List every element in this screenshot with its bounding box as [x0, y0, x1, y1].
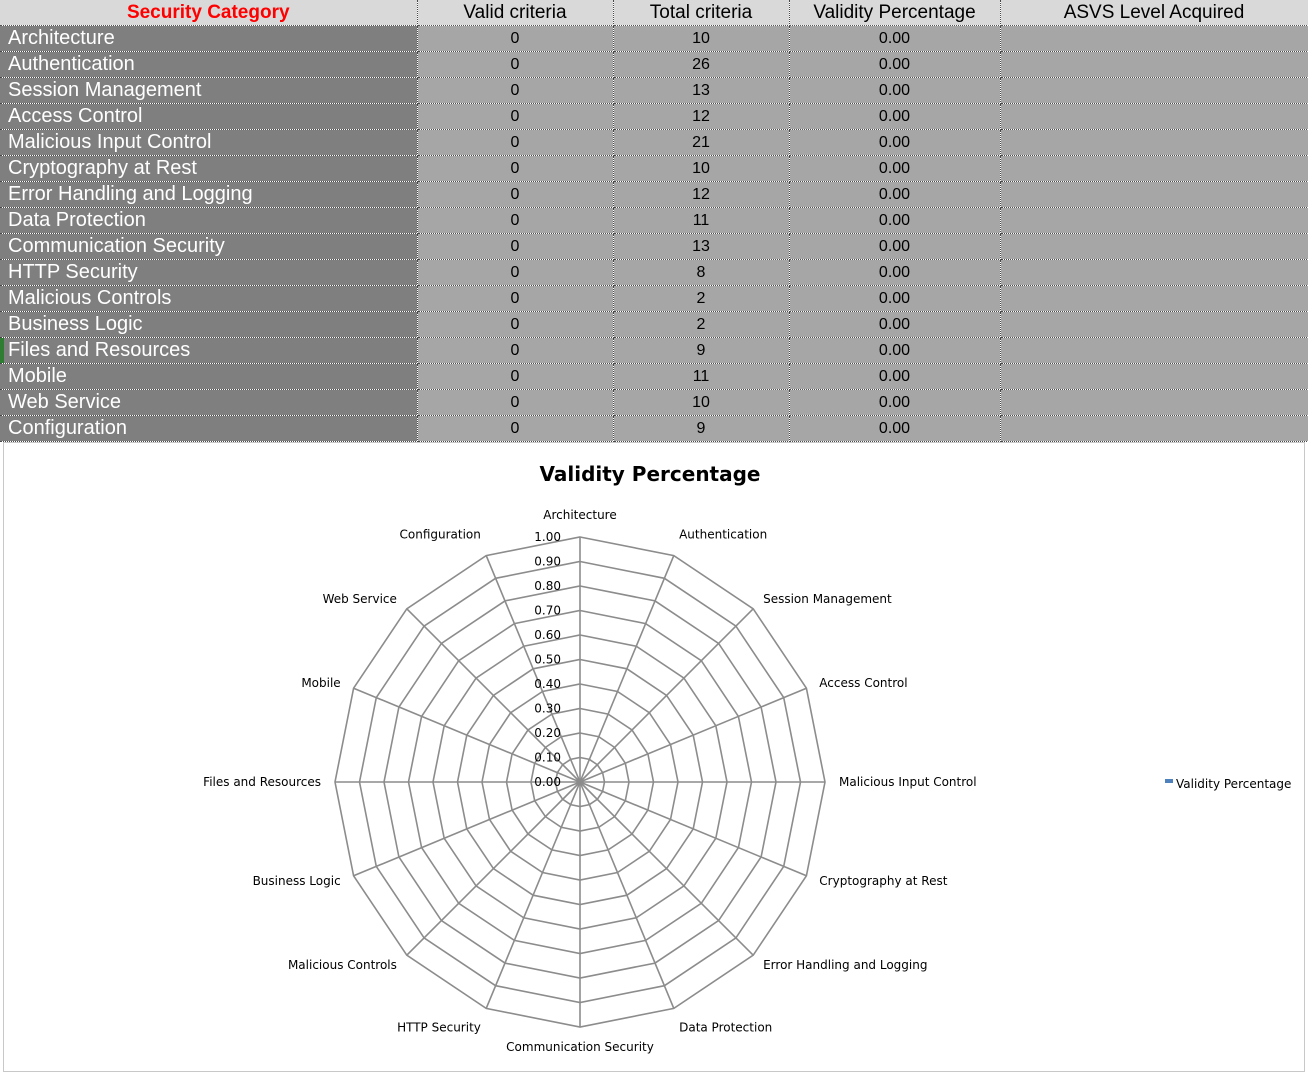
- category-cell[interactable]: Communication Security: [0, 234, 417, 260]
- asvs-level-cell[interactable]: [1000, 208, 1308, 234]
- valid-criteria-cell[interactable]: 0: [417, 156, 613, 182]
- legend-label[interactable]: Validity Percentage: [1176, 777, 1292, 791]
- axis-label: Cryptography at Rest: [819, 874, 948, 889]
- valid-criteria-cell[interactable]: 0: [417, 364, 613, 390]
- valid-criteria-cell[interactable]: 0: [417, 286, 613, 312]
- legend-swatch: [1165, 779, 1173, 783]
- total-criteria-cell[interactable]: 11: [613, 364, 789, 390]
- radial-tick-label: 0.70: [534, 603, 561, 618]
- asvs-level-cell[interactable]: [1000, 156, 1308, 182]
- validity-percentage-cell[interactable]: 0.00: [789, 52, 1000, 78]
- axis-label: Session Management: [763, 591, 892, 606]
- radial-tick-label: 0.30: [534, 701, 561, 716]
- asvs-level-cell[interactable]: [1000, 312, 1308, 338]
- asvs-level-cell[interactable]: [1000, 390, 1308, 416]
- category-cell[interactable]: Authentication: [0, 52, 417, 78]
- validity-percentage-cell[interactable]: 0.00: [789, 26, 1000, 52]
- total-criteria-cell[interactable]: 13: [613, 78, 789, 104]
- table-row: [0, 182, 1308, 208]
- validity-percentage-cell[interactable]: 0.00: [789, 78, 1000, 104]
- category-cell[interactable]: Web Service: [0, 390, 417, 416]
- asvs-level-cell[interactable]: [1000, 52, 1308, 78]
- asvs-level-cell[interactable]: [1000, 260, 1308, 286]
- category-cell[interactable]: Cryptography at Rest: [0, 156, 417, 182]
- header-total-criteria[interactable]: Total criteria: [613, 0, 789, 26]
- axis-label: Configuration: [399, 527, 481, 542]
- active-row-marker: [0, 338, 4, 363]
- radial-tick-label: 0.10: [534, 750, 561, 765]
- category-cell[interactable]: Files and Resources: [0, 338, 417, 364]
- valid-criteria-cell[interactable]: 0: [417, 234, 613, 260]
- table-row: [0, 286, 1308, 312]
- radar-chart[interactable]: [3, 442, 1305, 1072]
- total-criteria-cell[interactable]: 2: [613, 286, 789, 312]
- table-row: [0, 156, 1308, 182]
- asvs-level-cell[interactable]: [1000, 182, 1308, 208]
- axis-label: HTTP Security: [397, 1020, 481, 1035]
- radial-tick-label: 0.60: [534, 628, 561, 642]
- category-cell[interactable]: Malicious Controls: [0, 286, 417, 312]
- validity-percentage-cell[interactable]: 0.00: [789, 390, 1000, 416]
- asvs-level-cell[interactable]: [1000, 338, 1308, 364]
- radial-tick-label: 1.00: [534, 530, 561, 544]
- table-body: [0, 26, 1308, 442]
- validity-percentage-cell[interactable]: 0.00: [789, 208, 1000, 234]
- total-criteria-cell[interactable]: 9: [613, 338, 789, 364]
- validity-percentage-cell[interactable]: 0.00: [789, 130, 1000, 156]
- valid-criteria-cell[interactable]: 0: [417, 182, 613, 208]
- valid-criteria-cell[interactable]: 0: [417, 26, 613, 52]
- asvs-level-cell[interactable]: [1000, 234, 1308, 260]
- axis-label: Web Service: [322, 591, 397, 606]
- asvs-level-cell[interactable]: [1000, 130, 1308, 156]
- category-cell[interactable]: Session Management: [0, 78, 417, 104]
- total-criteria-cell[interactable]: 8: [613, 260, 789, 286]
- table-row: [0, 78, 1308, 104]
- header-validity-percentage[interactable]: Validity Percentage: [789, 0, 1000, 26]
- header-asvs-level[interactable]: ASVS Level Acquired: [1000, 0, 1308, 26]
- header-row: [0, 0, 1308, 26]
- radial-tick-label: 0.40: [534, 677, 561, 691]
- radial-tick-label: 0.80: [534, 579, 561, 593]
- category-cell[interactable]: Business Logic: [0, 312, 417, 338]
- axis-label: Authentication: [679, 527, 768, 542]
- table-row: [0, 390, 1308, 416]
- total-criteria-cell[interactable]: 11: [613, 208, 789, 234]
- valid-criteria-cell[interactable]: 0: [417, 104, 613, 130]
- total-criteria-cell[interactable]: 26: [613, 52, 789, 78]
- category-cell[interactable]: Access Control: [0, 104, 417, 130]
- total-criteria-cell[interactable]: 10: [613, 156, 789, 182]
- table-row: [0, 260, 1308, 286]
- valid-criteria-cell[interactable]: 0: [417, 78, 613, 104]
- radial-tick-label: 0.90: [534, 554, 561, 569]
- radial-tick-label: 0.00: [534, 775, 561, 789]
- asvs-level-cell[interactable]: [1000, 104, 1308, 130]
- valid-criteria-cell[interactable]: 0: [417, 338, 613, 364]
- table-row: [0, 26, 1308, 52]
- table-row: [0, 312, 1308, 338]
- table-row: [0, 234, 1308, 260]
- axis-label: Malicious Controls: [287, 958, 397, 973]
- validity-percentage-cell[interactable]: 0.00: [789, 312, 1000, 338]
- total-criteria-cell[interactable]: 21: [613, 130, 789, 156]
- valid-criteria-cell[interactable]: 0: [417, 208, 613, 234]
- table-row: [0, 104, 1308, 130]
- category-cell[interactable]: Error Handling and Logging: [0, 182, 417, 208]
- axis-label: Mobile: [301, 675, 341, 690]
- category-cell[interactable]: Malicious Input Control: [0, 130, 417, 156]
- total-criteria-cell[interactable]: 12: [613, 104, 789, 130]
- validity-percentage-cell[interactable]: 0.00: [789, 156, 1000, 182]
- total-criteria-cell[interactable]: 13: [613, 234, 789, 260]
- asvs-level-cell[interactable]: [1000, 78, 1308, 104]
- security-summary-table: [0, 0, 1308, 442]
- asvs-level-cell[interactable]: [1000, 286, 1308, 312]
- valid-criteria-cell[interactable]: 0: [417, 130, 613, 156]
- valid-criteria-cell[interactable]: 0: [417, 416, 613, 442]
- valid-criteria-cell[interactable]: 0: [417, 390, 613, 416]
- table-row: [0, 416, 1308, 442]
- total-criteria-cell[interactable]: 9: [613, 416, 789, 442]
- category-cell[interactable]: Mobile: [0, 364, 417, 390]
- asvs-level-cell[interactable]: [1000, 416, 1308, 442]
- radar-chart-svg: [4, 443, 1304, 1071]
- header-valid-criteria[interactable]: Valid criteria: [417, 0, 613, 26]
- table-row: [0, 338, 1308, 364]
- radial-tick-label: 0.20: [534, 726, 561, 740]
- axis-label: Error Handling and Logging: [763, 958, 928, 973]
- category-cell[interactable]: Architecture: [0, 26, 417, 52]
- table-row: [0, 52, 1308, 78]
- asvs-level-cell[interactable]: [1000, 364, 1308, 390]
- axis-label: Data Protection: [679, 1020, 773, 1035]
- validity-percentage-cell[interactable]: 0.00: [789, 182, 1000, 208]
- valid-criteria-cell[interactable]: 0: [417, 260, 613, 286]
- axis-label: Malicious Input Control: [839, 775, 977, 789]
- table-row: [0, 208, 1308, 234]
- category-cell[interactable]: Data Protection: [0, 208, 417, 234]
- category-cell[interactable]: Configuration: [0, 416, 417, 442]
- valid-criteria-cell[interactable]: 0: [417, 52, 613, 78]
- radar-spoke: [580, 782, 753, 955]
- table-row: [0, 130, 1308, 156]
- total-criteria-cell[interactable]: 2: [613, 312, 789, 338]
- category-cell[interactable]: HTTP Security: [0, 260, 417, 286]
- chart-title: Validity Percentage: [539, 462, 761, 486]
- validity-percentage-cell[interactable]: 0.00: [789, 260, 1000, 286]
- axis-label: Communication Security: [506, 1040, 654, 1054]
- radar-spoke: [580, 609, 753, 782]
- axis-label: Business Logic: [252, 874, 341, 889]
- valid-criteria-cell[interactable]: 0: [417, 312, 613, 338]
- radar-spoke: [407, 782, 580, 955]
- radial-tick-label: 0.50: [534, 652, 561, 667]
- total-criteria-cell[interactable]: 12: [613, 182, 789, 208]
- total-criteria-cell[interactable]: 10: [613, 390, 789, 416]
- axis-label: Architecture: [543, 508, 617, 522]
- table-row: [0, 364, 1308, 390]
- asvs-level-cell[interactable]: [1000, 26, 1308, 52]
- validity-percentage-cell[interactable]: 0.00: [789, 416, 1000, 442]
- header-security-category[interactable]: Security Category: [0, 0, 417, 26]
- axis-label: Access Control: [819, 675, 908, 690]
- axis-label: Files and Resources: [203, 775, 321, 789]
- validity-percentage-cell[interactable]: 0.00: [789, 364, 1000, 390]
- validity-percentage-cell[interactable]: 0.00: [789, 338, 1000, 364]
- validity-percentage-cell[interactable]: 0.00: [789, 104, 1000, 130]
- validity-percentage-cell[interactable]: 0.00: [789, 234, 1000, 260]
- total-criteria-cell[interactable]: 10: [613, 26, 789, 52]
- validity-percentage-cell[interactable]: 0.00: [789, 286, 1000, 312]
